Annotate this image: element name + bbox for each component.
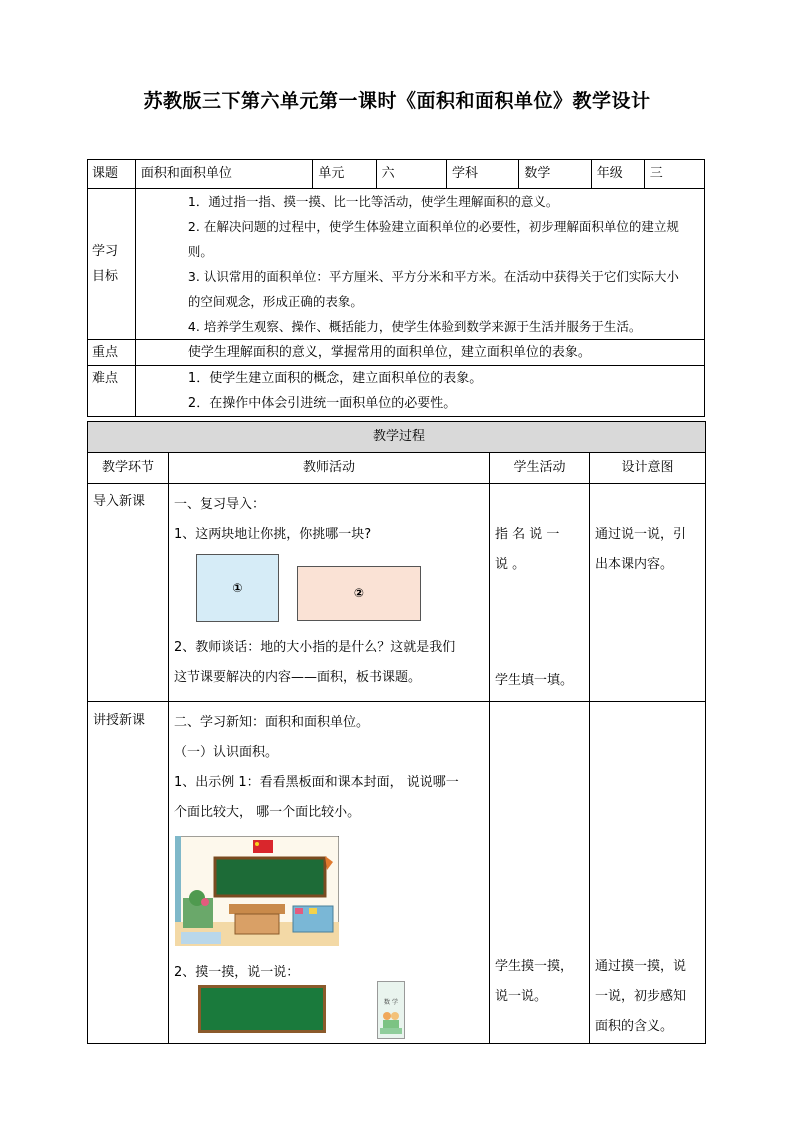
intro-student-cell (490, 484, 590, 702)
lesson-teacher-line: 1、出示例 1：看看黑板面和课本封面， 说说哪一 (174, 775, 459, 790)
difficult-line: 2．在操作中体会引进统一面积单位的必要性。 (187, 396, 457, 411)
column-header-student: 学生活动 (490, 453, 590, 484)
intro-teacher-line: 2、教师谈话：地的大小指的是什么？这就是我们 (174, 640, 456, 655)
intro-student-line: 指 名 说 一 (495, 527, 560, 542)
textbook-illustration (380, 1004, 402, 1034)
unit-value: 六 (376, 160, 446, 189)
lesson-intent-line: 一说，初步感知 (595, 989, 687, 1004)
goal-line: 1．通过指一指、摸一摸、比一比等活动，使学生理解面积的意义。 (187, 194, 559, 209)
lesson-info-table (87, 159, 705, 417)
lesson-row (88, 702, 706, 1044)
intro-student-line: 说 。 (495, 557, 526, 572)
plot-two-rectangle (297, 566, 421, 621)
goals-content (135, 189, 704, 340)
difficult-line: 1．使学生建立面积的概念，建立面积单位的表象。 (187, 371, 483, 386)
plot-two-label: ② (353, 586, 365, 600)
difficult-row (88, 366, 705, 417)
goals-row (88, 189, 705, 340)
intro-teacher-line: 一、复习导入： (174, 497, 266, 512)
grade-label: 年级 (591, 160, 644, 189)
document-title: 苏教版三下第六单元第一课时《面积和面积单位》教学设计 (143, 90, 651, 112)
intro-intent-line: 出本课内容。 (595, 557, 674, 572)
lesson-intent-line: 通过摸一摸，说 (595, 959, 687, 974)
topic-value: 面积和面积单位 (135, 160, 312, 189)
key-row (88, 340, 705, 366)
goal-line: 3. 认识常用的面积单位：平方厘米、平方分米和平方米。在活动中获得关于它们实际大小 (187, 269, 679, 284)
teaching-process-table (87, 421, 706, 1044)
lesson-intent-cell (590, 702, 706, 1044)
grade-value: 三 (644, 160, 704, 189)
classroom-illustration (175, 836, 339, 946)
intro-row (88, 484, 706, 702)
intro-student-line: 学生填一填。 (495, 673, 574, 688)
column-header-stage: 教学环节 (88, 453, 169, 484)
intro-intent-line: 通过说一说，引 (595, 527, 687, 542)
subject-label: 学科 (446, 160, 518, 189)
goals-label-line: 目标 (92, 269, 119, 284)
blackboard-image (198, 985, 326, 1033)
lesson-student-line: 说一说。 (495, 989, 548, 1004)
intro-teacher-cell (169, 484, 490, 702)
intro-stage: 导入新课 (88, 484, 169, 702)
lesson-intent-line: 面积的含义。 (595, 1019, 674, 1034)
key-label: 重点 (88, 340, 136, 366)
difficult-content (135, 366, 704, 417)
intro-teacher-line: 1、这两块地让你挑，你挑哪一块? (174, 527, 372, 542)
intro-intent-cell (590, 484, 706, 702)
process-header: 教学过程 (88, 422, 706, 453)
lesson-teacher-cell (169, 702, 490, 1044)
lesson-stage: 讲授新课 (88, 702, 169, 1044)
unit-label: 单元 (313, 160, 376, 189)
lesson-teacher-line: 个面比较大， 哪一个面比较小。 (174, 805, 361, 820)
classroom-picture (175, 836, 339, 946)
lesson-student-cell (490, 702, 590, 1044)
column-header-intent: 设计意图 (590, 453, 706, 484)
lesson-teacher-line: （一）认识面积。 (174, 745, 279, 760)
column-header-teacher: 教师活动 (169, 453, 490, 484)
difficult-label: 难点 (88, 366, 136, 417)
goal-line: 的空间观念，形成正确的表象。 (187, 294, 363, 309)
textbook-cover-image (377, 981, 405, 1039)
key-value: 使学生理解面积的意义，掌握常用的面积单位，建立面积单位的表象。 (135, 340, 704, 366)
lesson-teacher-line: 2、摸一摸，说一说： (174, 965, 300, 980)
goal-line: 2. 在解决问题的过程中，使学生体验建立面积单位的必要性，初步理解面积单位的建立规 (187, 219, 679, 234)
lesson-student-line: 学生摸一摸， (495, 959, 574, 974)
topic-label: 课题 (88, 160, 136, 189)
info-row (88, 160, 705, 189)
plot-one-label: ① (232, 580, 243, 595)
goals-label (88, 189, 136, 340)
goals-label-line: 学习 (92, 244, 119, 259)
subject-value: 数学 (519, 160, 591, 189)
intro-teacher-line: 这节课要解决的内容——面积，板书课题。 (174, 670, 422, 685)
goal-line: 则。 (187, 244, 213, 259)
textbook-title: 数 学 (384, 999, 398, 1006)
lesson-teacher-line: 二、学习新知：面积和面积单位。 (174, 715, 370, 730)
plot-one-square (196, 554, 279, 622)
goal-line: 4. 培养学生观察、操作、概括能力，使学生体验到数学来源于生活并服务于生活。 (187, 319, 642, 334)
